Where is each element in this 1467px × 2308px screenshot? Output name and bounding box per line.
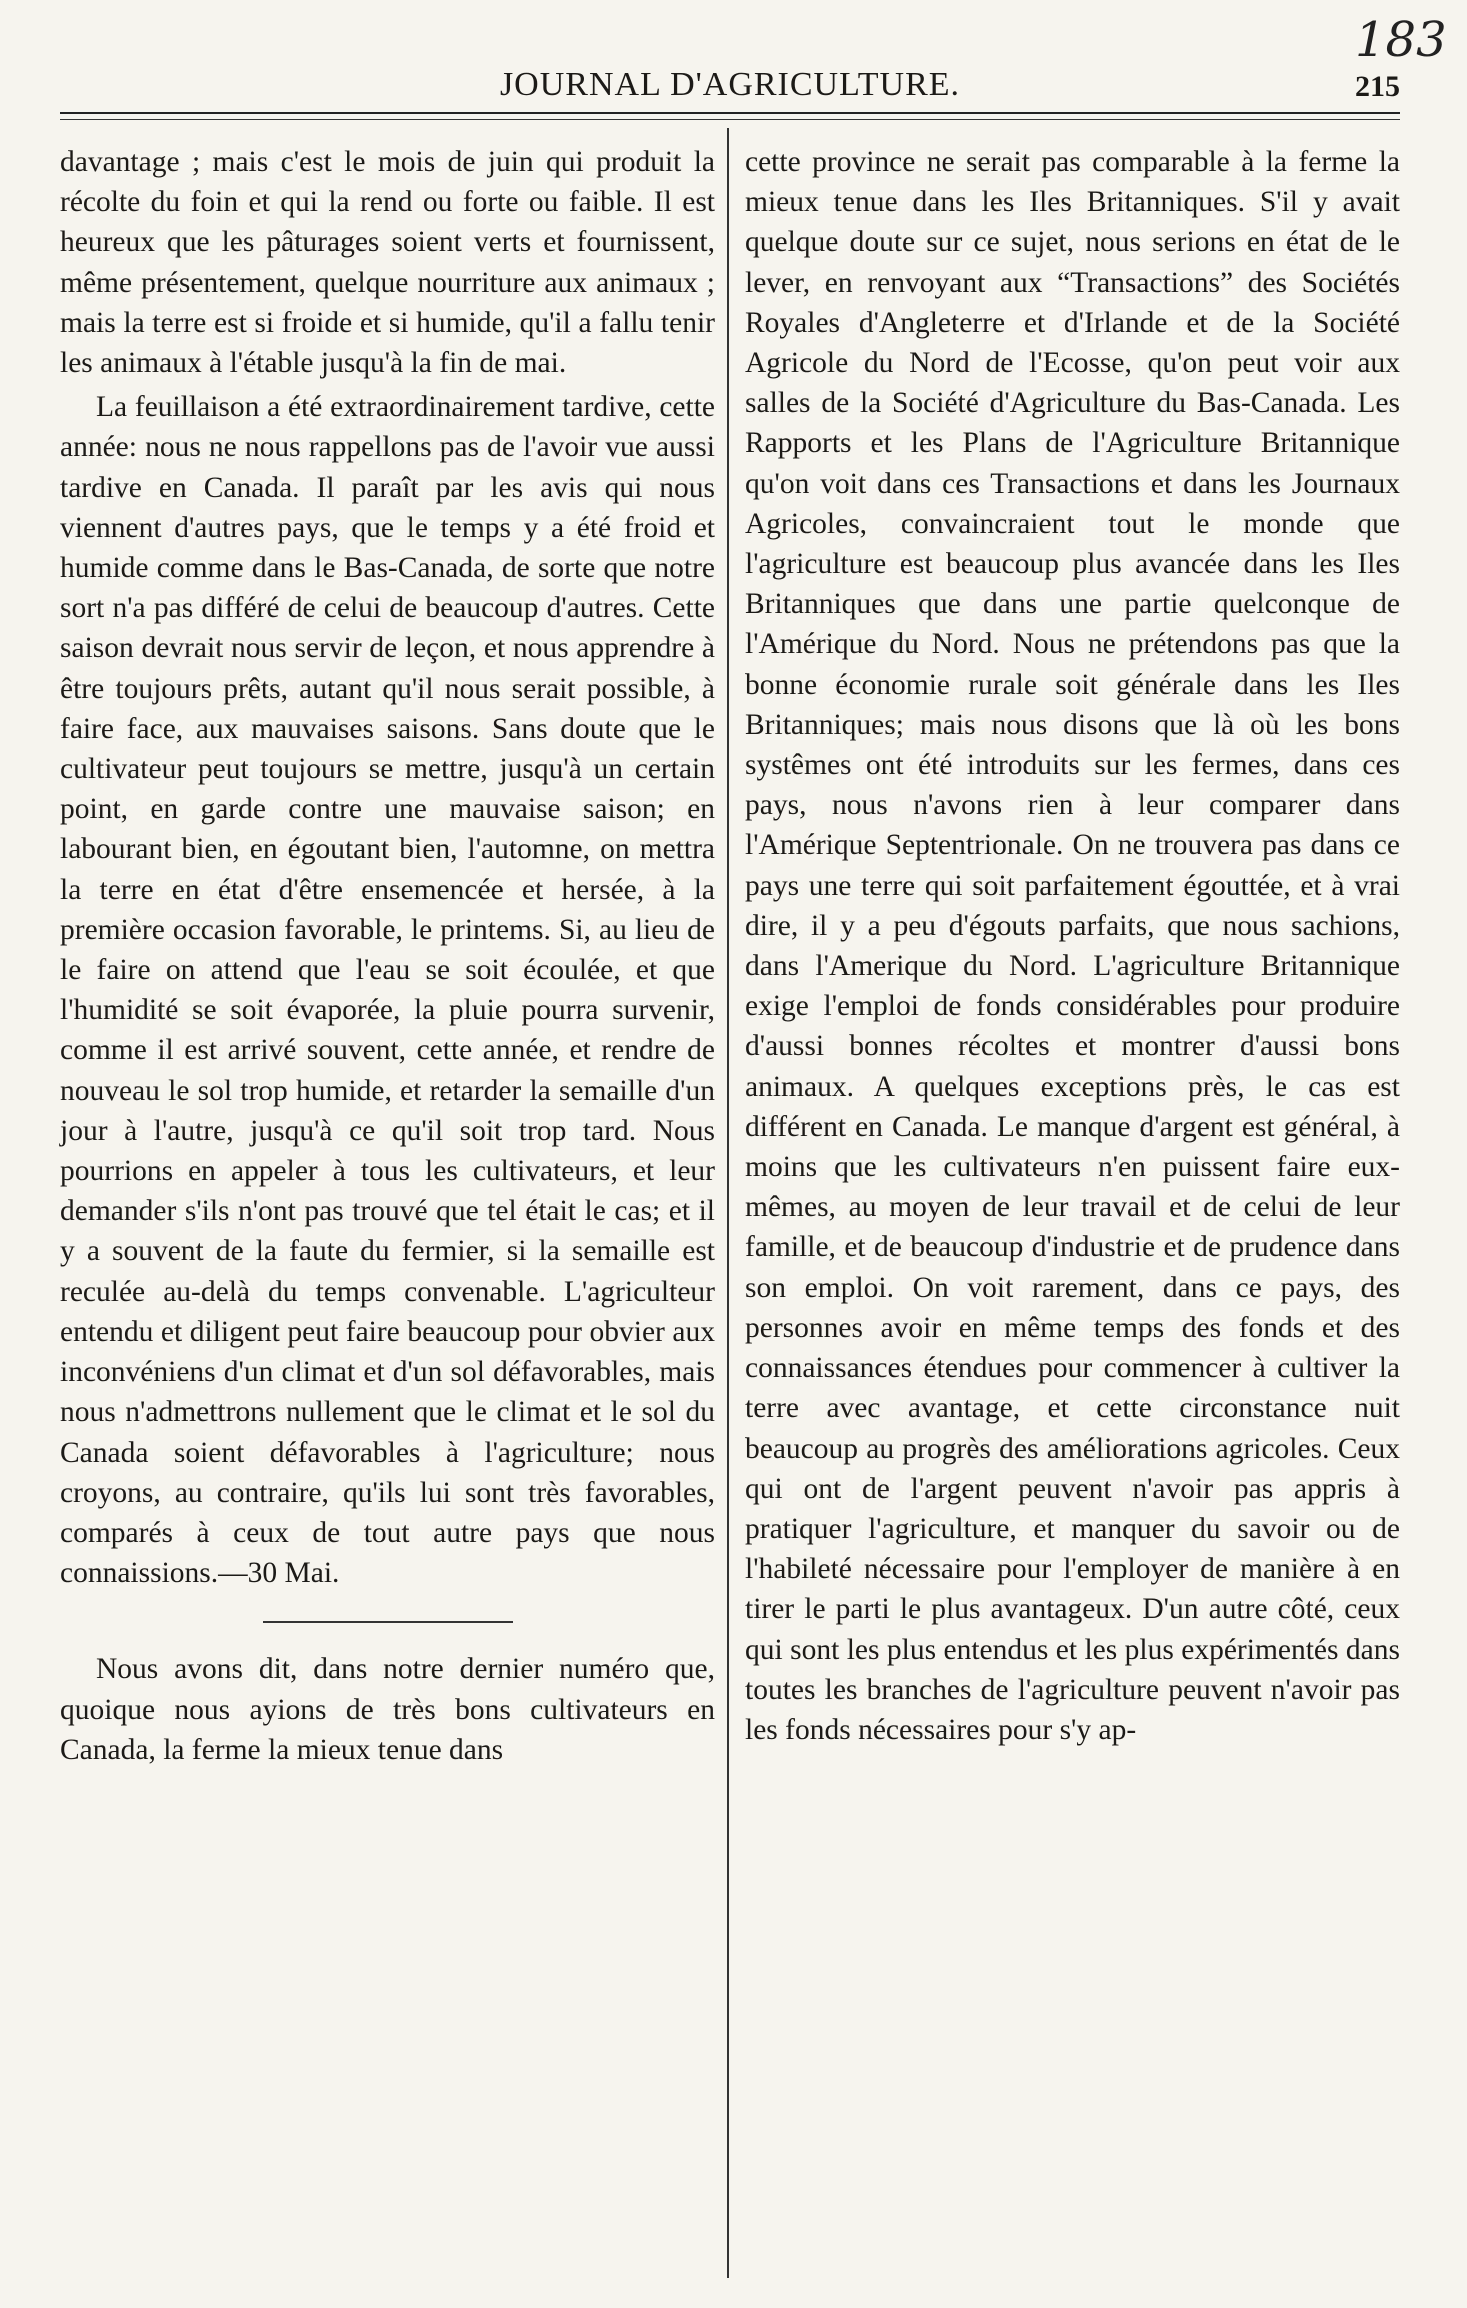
article-separator	[263, 1621, 513, 1623]
paragraph: La feuillaison a été extraordinairement tardive, cette année: nous ne nous rappellons pas de l'avoir vue aussi tardive en Canada. Il paraît par les avis qui nous viennent d'autres pays, que le temps y a été froid et humide comme dans le Bas-Canada, de sorte que notre sort n'a pas différé de celui de beaucoup d'autres. Cette saison devrait nous servir de leçon, et nous apprendre à être toujours prêts, autant qu'il nous serait possible, à faire face, aux mauvaises saisons. Sans doute que le cultivateur peut toujours se mettre, jusqu'à un certain point, en garde contre une mauvaise saison; en labourant bien, en égoutant bien, l'automne, on mettra la terre en état d'être ensemencée et hersée, à la première occasion favorable, le printems. Si, au lieu de le faire on attend que l'eau se soit écoulée, et que l'humidité se soit évaporée, la pluie pourra survenir, comme il est arrivé souvent, cette année, et rendre de nouveau le sol trop humide, et retarder la semaille d'un jour à l'autre, jusqu'à ce qu'il soit trop tard. Nous pourrions en appeler à tous les cultivateurs, et leur demander s'ils n'ont pas trouvé que tel était le cas; et il y a souvent de la faute du fermier, si la semaille est reculée au-delà du temps convenable. L'agriculteur entendu et diligent peut faire beaucoup pour obvier aux inconvéniens d'un climat et d'un sol défavorables, mais nous n'admettrons nullement que le climat et le sol du Canada soient défavorables à l'agriculture; nous croyons, au contraire, qu'ils lui sont très favorables, comparés à ceux de tout autre pays que nous connaissions.—30 Mai.	[60, 391, 715, 1590]
paragraph: Nous avons dit, dans notre dernier numéro que, quoique nous ayions de très bons cultivateurs en Canada, la ferme la mieux tenue dans	[60, 1653, 715, 1766]
left-column	[60, 142, 715, 1770]
running-title: JOURNAL D'AGRICULTURE.	[499, 66, 961, 103]
handwritten-page-number: 183	[1355, 12, 1447, 68]
paragraph: davantage ; mais c'est le mois de juin qui produit la récolte du foin et qui la rend ou forte ou faible. Il est heureux que les pâturages soient verts et fournissent, même présentement, quelque nourriture aux animaux ; mais la terre est si froide et si humide, qu'il a fallu tenir les animaux à l'étable jusqu'à la fin de mai.	[60, 146, 715, 380]
column-divider	[727, 128, 729, 2278]
header-rule	[60, 112, 1400, 114]
right-column	[745, 142, 1400, 1750]
page-number: 215	[1355, 70, 1400, 103]
page-header	[60, 58, 1400, 108]
header-rule-thin	[60, 119, 1400, 120]
paragraph: cette province ne serait pas comparable à la ferme la mieux tenue dans les Iles Britanniques. S'il y avait quelque doute sur ce sujet, nous serions en état de le lever, en renvoyant aux “Transactions” des Sociétés Royales d'Angleterre et d'Irlande et de la Société Agricole du Nord de l'Ecosse, qu'on peut voir aux salles de la Société d'Agriculture du Bas-Canada. Les Rapports et les Plans de l'Agriculture Britannique qu'on voit dans ces Transactions et dans les Journaux Agricoles, convaincraient tout le monde que l'agriculture est beaucoup plus avancée dans les Iles Britanniques que dans une partie quelconque de l'Amérique du Nord. Nous ne prétendons pas que la bonne économie rurale soit générale dans les Iles Britanniques; mais nous disons que là où les bons systêmes ont été introduits sur les fermes, dans ces pays, nous n'avons rien à leur comparer dans l'Amérique Septentrionale. On ne trouvera pas dans ce pays une terre qui soit parfaitement égouttée, et à vrai dire, il y a peu d'égouts parfaits, que nous sachions, dans l'Amerique du Nord. L'agriculture Britannique exige l'emploi de fonds considérables pour produire d'aussi bonnes récoltes et montrer d'aussi bons animaux. A quelques exceptions près, le cas est différent en Canada. Le manque d'argent est général, à moins que les cultivateurs n'en puissent faire eux-mêmes, au moyen de leur travail et de celui de leur famille, et de beaucoup d'industrie et de prudence dans son emploi. On voit rarement, dans ce pays, des personnes avoir en même temps des fonds et des connaissances étendues pour commencer à cultiver la terre avec avantage, et cette circonstance nuit beaucoup au progrès des améliorations agricoles. Ceux qui ont de l'argent peuvent n'avoir pas appris à pratiquer l'agriculture, et manquer du savoir ou de l'habileté nécessaire pour l'employer de manière à en tirer le parti le plus avantageux. D'un autre côté, ceux qui sont les plus entendus et les plus expérimentés dans toutes les branches de l'agriculture peuvent n'avoir pas les fonds nécessaires pour s'y ap-	[745, 146, 1400, 1746]
